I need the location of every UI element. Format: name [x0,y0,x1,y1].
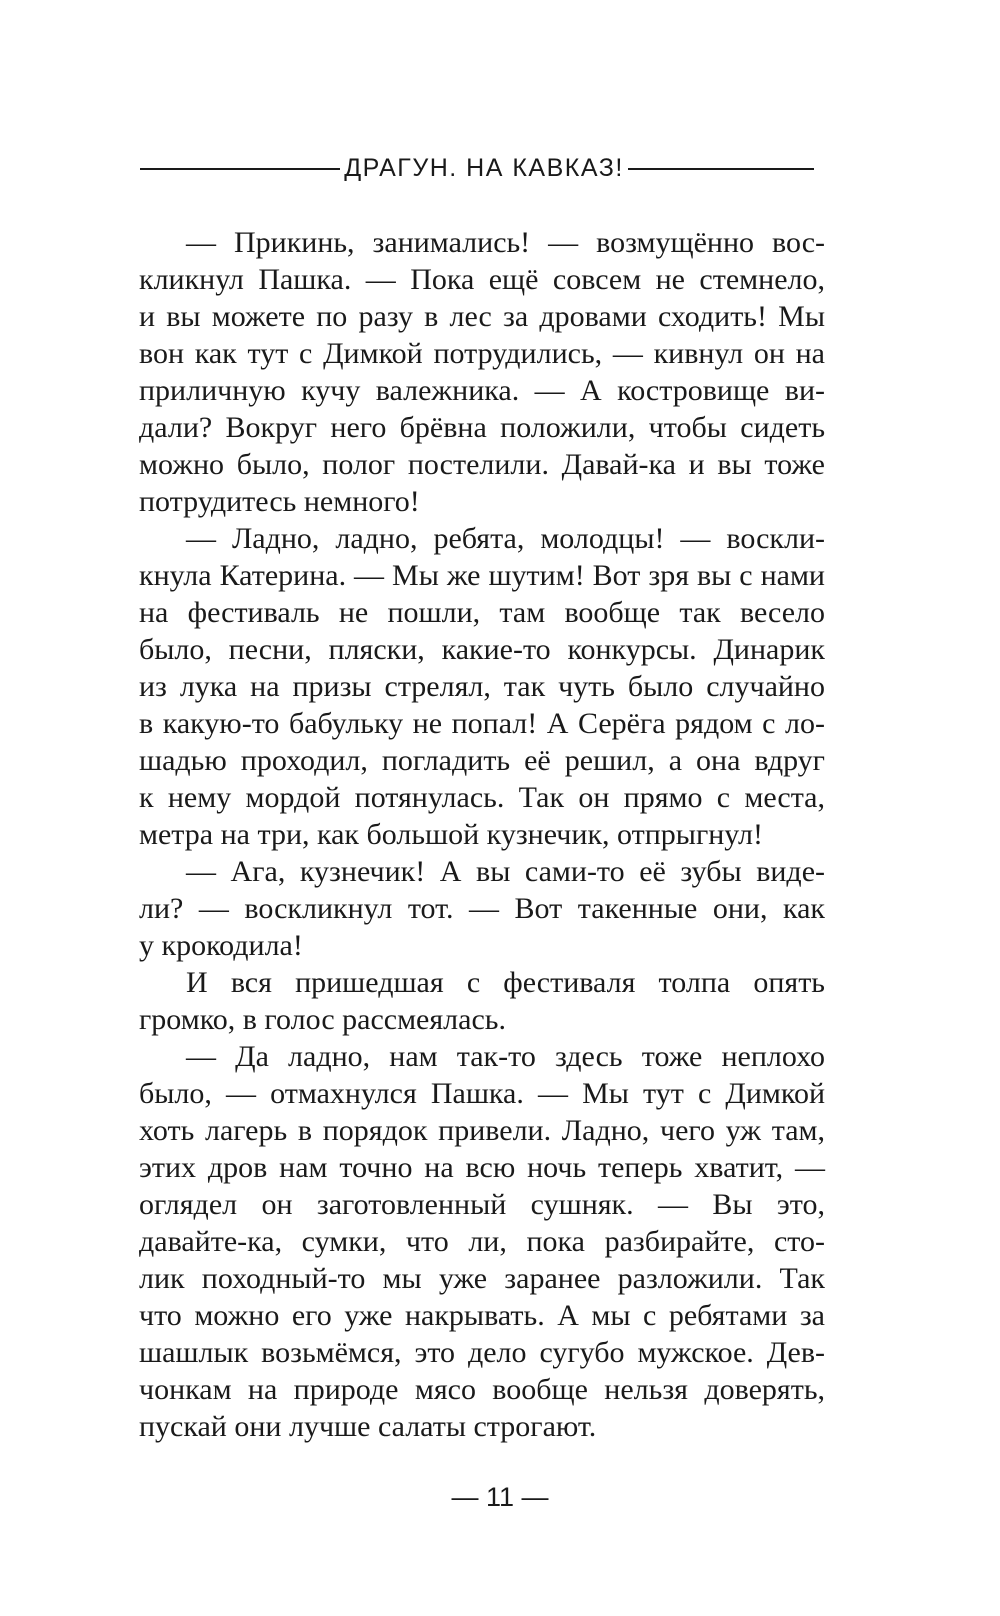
text-line: ли? — воскликнул тот. — Вот такенные они, как [139,892,825,925]
text-line: оглядел он заготовленный сушняк. — Вы это, [139,1188,825,1221]
text-line: приличную кучу валежника. — А костровище ви- [139,374,825,407]
running-title: ДРАГУН. НА КАВКАЗ! [344,154,624,182]
text-line: этих дров нам точно на всю ночь теперь хватит, — [139,1151,825,1184]
running-header [0,148,1000,188]
text-line: было, песни, пляски, какие-то конкурсы. Динарик [139,633,825,666]
text-line: вон как тут с Димкой потрудились, — кивнул он на [139,337,825,370]
text-line: что можно его уже накрывать. А мы с ребятами за [139,1299,825,1332]
text-line: И вся пришедшая с фестиваля толпа опять [186,966,825,999]
body-text [139,224,825,1445]
text-line: к нему мордой потянулась. Так он прямо с места, [139,781,825,814]
text-line: шашлык возьмёмся, это дело сугубо мужское. Дев- [139,1336,825,1369]
page-number: — 11 — [451,1482,549,1512]
text-line: на фестиваль не пошли, там вообще так весело [139,596,825,629]
text-line: дали? Вокруг него брёвна положили, чтобы сидеть [139,411,825,444]
text-line: шадью проходил, погладить её решил, а она вдруг [139,744,825,777]
text-line: — Ладно, ладно, ребята, молодцы! — воскли- [186,522,825,555]
text-line: лик походный-то мы уже заранее разложили. Так [139,1262,825,1295]
header-rule-left [140,168,340,170]
text-line: — Ага, кузнечик! А вы сами-то её зубы виде- [186,855,825,888]
text-line: чонкам на природе мясо вообще нельзя доверять, [139,1373,825,1406]
text-line: — Да ладно, нам так-то здесь тоже неплохо [186,1040,825,1073]
header-rule-right [628,168,814,170]
text-line: из лука на призы стрелял, так чуть было случайно [139,670,825,703]
text-line: потрудитесь немного! [139,485,420,518]
text-line: и вы можете по разу в лес за дровами сходить! Мы [139,300,825,333]
text-line: кнула Катерина. — Мы же шутим! Вот зря вы с нами [139,559,825,592]
text-line: у крокодила! [139,929,303,962]
text-line: давайте-ка, сумки, что ли, пока разбирайте, сто- [139,1225,825,1258]
text-line: кликнул Пашка. — Пока ещё совсем не стемнело, [139,263,825,296]
text-line: громко, в голос рассмеялась. [139,1003,506,1036]
text-line: метра на три, как большой кузнечик, отпрыгнул! [139,818,763,851]
text-line: можно было, полог постелили. Давай-ка и вы тоже [139,448,825,481]
text-line: хоть лагерь в порядок привели. Ладно, чего уж там, [139,1114,825,1147]
text-line: пускай они лучше салаты строгают. [139,1410,597,1443]
text-line: было, — отмахнулся Пашка. — Мы тут с Димкой [139,1077,825,1110]
text-line: — Прикинь, занимались! — возмущённо вос- [186,226,825,259]
text-line: в какую-то бабульку не попал! А Серёга рядом с ло- [139,707,825,740]
